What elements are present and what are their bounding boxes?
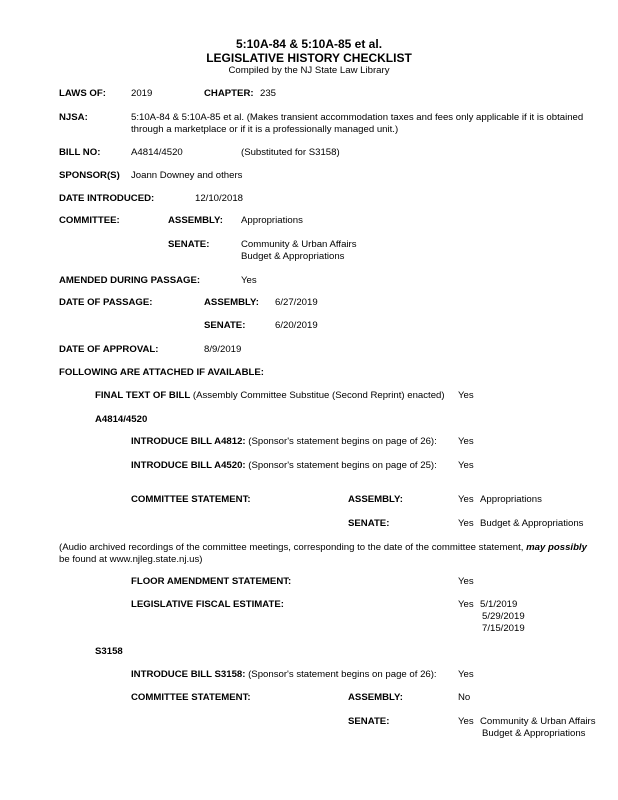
- amended-value: Yes: [241, 275, 257, 286]
- document-subtitle: Compiled by the NJ State Law Library: [228, 65, 390, 76]
- approval-label: DATE OF APPROVAL:: [59, 344, 159, 355]
- date-introduced-value: 12/10/2018: [195, 193, 244, 204]
- a-intro1-row: [131, 436, 437, 448]
- fiscal-estimate-value: Yes: [458, 599, 474, 610]
- a-committee-assembly-detail: Appropriations: [480, 494, 542, 505]
- passage-label: DATE OF PASSAGE:: [59, 297, 153, 308]
- passage-senate-label: SENATE:: [204, 320, 246, 331]
- committee-senate-label: SENATE:: [168, 239, 210, 250]
- sponsor-label: SPONSOR(S): [59, 170, 120, 181]
- chapter-value: 235: [260, 88, 277, 99]
- a-committee-assembly-value: Yes: [458, 494, 474, 505]
- a-committee-assembly-label: ASSEMBLY:: [348, 494, 403, 505]
- document-title-line1: 5:10A-84 & 5:10A-85 et al.: [235, 37, 383, 51]
- final-text-row: [95, 390, 445, 402]
- a-intro2-note: (Sponsor's statement begins on page of 25):: [248, 460, 437, 471]
- audio-note-text: (Audio archived recordings of the committee meetings, corresponding to the date of the committee statement,: [59, 542, 527, 553]
- bill-substitution-note: (Substituted for S3158): [241, 147, 340, 158]
- s-committee-senate-label: SENATE:: [348, 716, 390, 727]
- passage-assembly-value: 6/27/2019: [275, 297, 318, 308]
- fiscal-estimate-date3: 7/15/2019: [482, 623, 525, 634]
- final-text-note: (Assembly Committee Substitue (Second Reprint) enacted): [192, 390, 445, 401]
- fiscal-estimate-label: LEGISLATIVE FISCAL ESTIMATE:: [131, 599, 284, 610]
- a-section-heading: A4814/4520: [95, 414, 148, 425]
- audio-note-line2: be found at www.njleg.state.nj.us): [59, 554, 203, 565]
- committee-assembly-value: Appropriations: [241, 215, 303, 226]
- committee-assembly-label: ASSEMBLY:: [168, 215, 223, 226]
- floor-amendment-label: FLOOR AMENDMENT STATEMENT:: [131, 576, 292, 587]
- fiscal-estimate-date1: 5/1/2019: [480, 599, 518, 610]
- a-committee-senate-label: SENATE:: [348, 518, 390, 529]
- a-intro2-row: [131, 460, 437, 472]
- bill-no-value: A4814/4520: [131, 147, 183, 158]
- a-intro2-value: Yes: [458, 460, 474, 471]
- passage-assembly-label: ASSEMBLY:: [204, 297, 259, 308]
- njsa-line2: through a marketplace or if it is a professionally managed unit.): [131, 124, 399, 135]
- s-committee-assembly-value: No: [458, 692, 471, 703]
- a-committee-senate-detail: Budget & Appropriations: [480, 518, 584, 529]
- a-intro1-note: (Sponsor's statement begins on page of 26):: [248, 436, 437, 447]
- s-intro-row: [131, 669, 437, 681]
- attachments-heading: FOLLOWING ARE ATTACHED IF AVAILABLE:: [59, 367, 264, 378]
- audio-note-line1: [59, 542, 587, 554]
- s-intro-note: (Sponsor's statement begins on page of 26):: [248, 669, 437, 680]
- chapter-label: CHAPTER:: [204, 88, 254, 99]
- audio-note-emphasis: may possibly: [526, 542, 587, 553]
- approval-value: 8/9/2019: [204, 344, 242, 355]
- s-committee-senate-detail1: Community & Urban Affairs: [480, 716, 596, 727]
- final-text-value: Yes: [458, 390, 474, 401]
- a-intro1-label: INTRODUCE BILL A4812:: [131, 436, 246, 447]
- s-committee-assembly-label: ASSEMBLY:: [348, 692, 403, 703]
- s-committee-senate-detail2: Budget & Appropriations: [482, 728, 586, 739]
- njsa-line1: 5:10A-84 & 5:10A-85 et al. (Makes transient accommodation taxes and fees only applicable if it is obtained: [131, 112, 584, 123]
- sponsor-value: Joann Downey and others: [131, 170, 243, 181]
- floor-amendment-value: Yes: [458, 576, 474, 587]
- committee-label: COMMITTEE:: [59, 215, 120, 226]
- s-committee-senate-value: Yes: [458, 716, 474, 727]
- date-introduced-label: DATE INTRODUCED:: [59, 193, 155, 204]
- document-title-line2: LEGISLATIVE HISTORY CHECKLIST: [206, 51, 412, 65]
- bill-no-label: BILL NO:: [59, 147, 101, 158]
- laws-of-value: 2019: [131, 88, 153, 99]
- a-intro1-value: Yes: [458, 436, 474, 447]
- a-intro2-label: INTRODUCE BILL A4520:: [131, 460, 246, 471]
- njsa-label: NJSA:: [59, 112, 88, 123]
- a-committee-senate-value: Yes: [458, 518, 474, 529]
- fiscal-estimate-date2: 5/29/2019: [482, 611, 525, 622]
- committee-senate-value2: Budget & Appropriations: [241, 251, 345, 262]
- final-text-label: FINAL TEXT OF BILL: [95, 390, 191, 401]
- s-committee-label: COMMITTEE STATEMENT:: [131, 692, 251, 703]
- passage-senate-value: 6/20/2019: [275, 320, 318, 331]
- laws-of-label: LAWS OF:: [59, 88, 106, 99]
- s-intro-value: Yes: [458, 669, 474, 680]
- amended-label: AMENDED DURING PASSAGE:: [59, 275, 201, 286]
- committee-senate-value1: Community & Urban Affairs: [241, 239, 357, 250]
- s-intro-label: INTRODUCE BILL S3158:: [131, 669, 246, 680]
- s-section-heading: S3158: [95, 646, 123, 657]
- a-committee-label: COMMITTEE STATEMENT:: [131, 494, 251, 505]
